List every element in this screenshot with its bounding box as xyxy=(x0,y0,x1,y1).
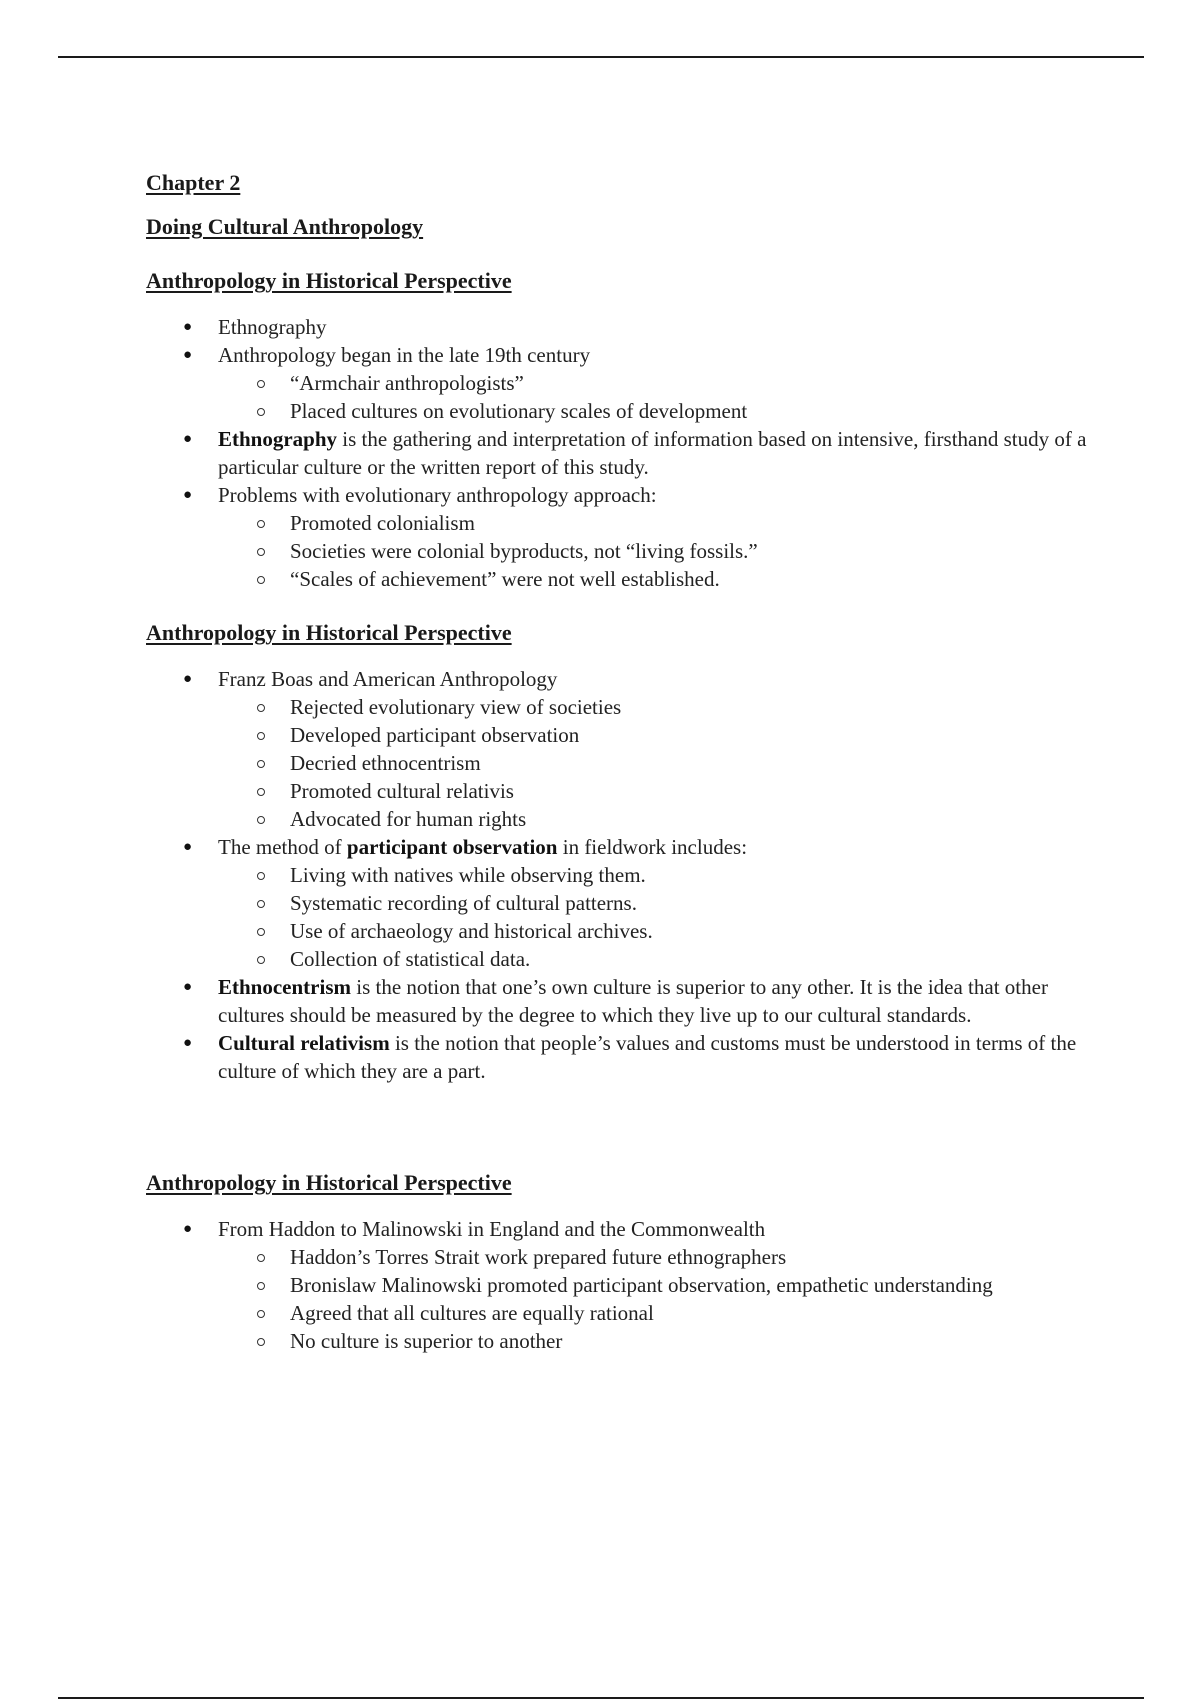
sub-list-item: Promoted cultural relativis xyxy=(146,777,1106,805)
bullet-list xyxy=(146,313,1106,593)
sub-list-item: Systematic recording of cultural patterns. xyxy=(146,889,1106,917)
sub-list-item: Decried ethnocentrism xyxy=(146,749,1106,777)
list-item: ● Problems with evolutionary anthropology approach: xyxy=(146,481,1106,509)
sub-list-item: “Scales of achievement” were not well established. xyxy=(146,565,1106,593)
sub-list-item: Use of archaeology and historical archives. xyxy=(146,917,1106,945)
list-item: ● Ethnography xyxy=(146,313,1106,341)
sub-list-item: Societies were colonial byproducts, not “living fossils.” xyxy=(146,537,1106,565)
chapter-title: Chapter 2 xyxy=(146,170,241,195)
sub-list-item: No culture is superior to another xyxy=(146,1327,1106,1355)
bullet-list xyxy=(146,665,1106,1085)
list-item: ● From Haddon to Malinowski in England and the Commonwealth xyxy=(146,1215,1106,1243)
list-item: ● Anthropology began in the late 19th century xyxy=(146,341,1106,369)
term-ethnocentrism: Ethnocentrism xyxy=(218,975,351,999)
sub-list-item: Agreed that all cultures are equally rational xyxy=(146,1299,1106,1327)
sub-list-item: Placed cultures on evolutionary scales of development xyxy=(146,397,1106,425)
section-heading: Anthropology in Historical Perspective xyxy=(146,1170,512,1195)
list-item: ● Cultural relativism is the notion that people’s values and customs must be understood in terms of the culture of which they are a part. xyxy=(146,1029,1106,1085)
sub-list-item: Advocated for human rights xyxy=(146,805,1106,833)
list-item: ● Franz Boas and American Anthropology xyxy=(146,665,1106,693)
sub-list-item: Rejected evolutionary view of societies xyxy=(146,693,1106,721)
sub-list-item: Haddon’s Torres Strait work prepared future ethnographers xyxy=(146,1243,1106,1271)
section-heading: Anthropology in Historical Perspective xyxy=(146,620,512,645)
sub-list-item: Bronislaw Malinowski promoted participant observation, empathetic understanding xyxy=(146,1271,1106,1299)
term-cultural-relativism: Cultural relativism xyxy=(218,1031,390,1055)
sub-list-item: “Armchair anthropologists” xyxy=(146,369,1106,397)
list-item: ● Ethnocentrism is the notion that one’s own culture is superior to any other. It is the idea that other cultures should be measured by the degree to which they live up to our cultural standards. xyxy=(146,973,1106,1029)
sub-list-item: Developed participant observation xyxy=(146,721,1106,749)
section-heading: Anthropology in Historical Perspective xyxy=(146,268,512,293)
chapter-subtitle: Doing Cultural Anthropology xyxy=(146,214,424,239)
term-ethnography: Ethnography xyxy=(218,427,338,451)
term-participant-observation: participant observation xyxy=(346,835,558,859)
sub-list-item: Promoted colonialism xyxy=(146,509,1106,537)
top-divider xyxy=(58,56,1144,58)
list-item: ● The method of participant observation in fieldwork includes: xyxy=(146,833,1106,861)
bottom-divider xyxy=(58,1697,1144,1699)
sub-list-item: Living with natives while observing them. xyxy=(146,861,1106,889)
bullet-list xyxy=(146,1215,1106,1355)
sub-list-item: Collection of statistical data. xyxy=(146,945,1106,973)
list-item: ● Ethnography is the gathering and interpretation of information based on intensive, firsthand study of a particular culture or the written report of this study. xyxy=(146,425,1106,481)
